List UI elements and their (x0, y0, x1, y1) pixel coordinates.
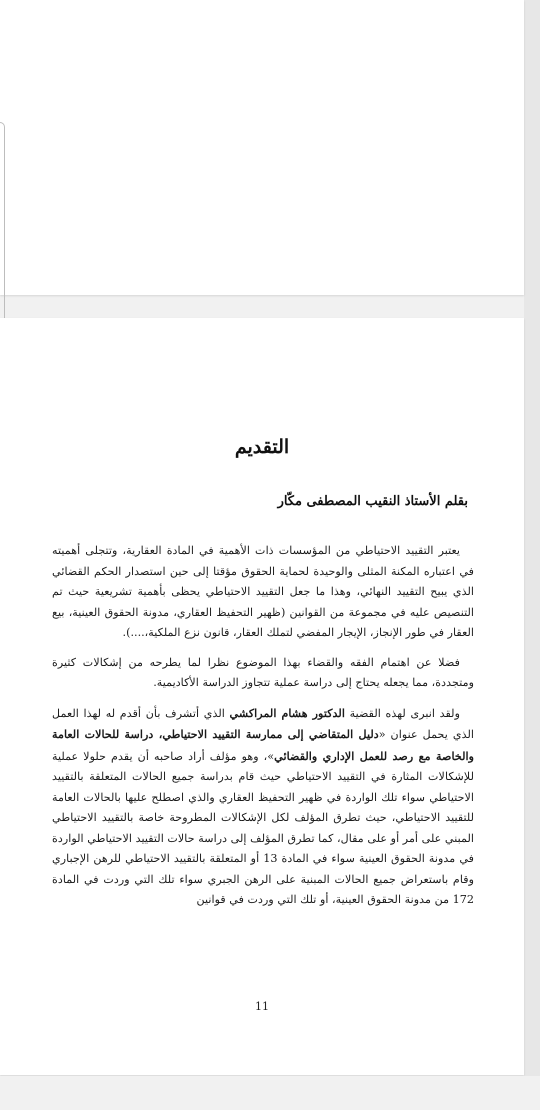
paragraph-3-text-2: الذي أتشرف بأن أقدم له لهذا العمل الذي يحمل عنوان « (52, 706, 474, 741)
book-title: دليل المتقاضي إلى ممارسة التقييد الاحتياطي، دراسة للحالات العامة والخاصة مع رصد للعمل الإداري والقضائي (52, 727, 475, 763)
previous-page (0, 0, 524, 295)
paragraph-1: يعتبر التقييد الاحتياطي من المؤسسات ذات الأهمية في المادة العقارية، وتتجلى أهميته في اعتباره المكنة المثلى والوحيدة لحماية الحقوق مؤقتا إلى حين استصدار الحكم القضائي الذي يبيح التقييد النهائي، وهذا ما جعل التقييد الاحتياطي يحظى بأهمية تشريعية حيث تم التنصيص عليه في مجموعة من القوانين (ظهير التحفيظ العقاري، مدونة الحقوق العينية، بيع العقار في طور الإنجاز، الإيجار المفضي لتملك العقار، قانون نزع الملكية،....). (52, 544, 474, 639)
paragraph-2: فضلا عن اهتمام الفقه والقضاء بهذا الموضوع نظرا لما يطرحه من إشكالات كثيرة ومتجددة، مما يجعله يحتاج إلى دراسة عملية تتجاوز الدراسة الأكاديمية. (52, 655, 474, 689)
paragraph-3-text-3: »، وهو مؤلف أراد صاحبه أن يقدم حلولا عملية للإشكالات المثارة في التقييد الاحتياطي حيث قام بدراسة جميع الحالات المتعلقة بالتقييد الاحتياطي سواء تلك الواردة في ظهير التحفيظ العقاري والذي اصطلح عليها بالحالات العامة للتقييد الاحتياطي، حيث تطرق المؤلف لكل الإشكالات المطروحة خاصة بالتقييد الاحتياطي المبني على أمر أو على مقال، كما تطرق المؤلف إلى دراسة حالات التقييد الاحتياطي الواردة في مدونة الحقوق العينية سواء في المادة 13 أو المتعلقة بالتقييد الاحتياطي للرهن الإجباري وقام باستعراض جميع الحالات المبنية على الرهن الجبري سواء تلك التي وردت في المادة 172 من مدونة الحقوق العينية، أو تلك التي وردت في قوانين (52, 749, 474, 906)
document-page (0, 318, 524, 1075)
page-title: التقديم (234, 436, 290, 458)
author-name: الدكتور هشام المراكشي (229, 705, 345, 720)
viewer-background (0, 1076, 540, 1110)
author-byline: بقلم الأستاذ النقيب المصطفى مكّار (277, 494, 468, 509)
page-edge-marker (0, 122, 5, 340)
page-number: 11 (255, 1000, 269, 1013)
scrollbar-track[interactable] (524, 0, 540, 1110)
paragraph-3 (52, 703, 474, 911)
paragraph-3-text-1: ولقد انبرى لهذه القضية (344, 706, 460, 720)
body-text (52, 541, 474, 920)
